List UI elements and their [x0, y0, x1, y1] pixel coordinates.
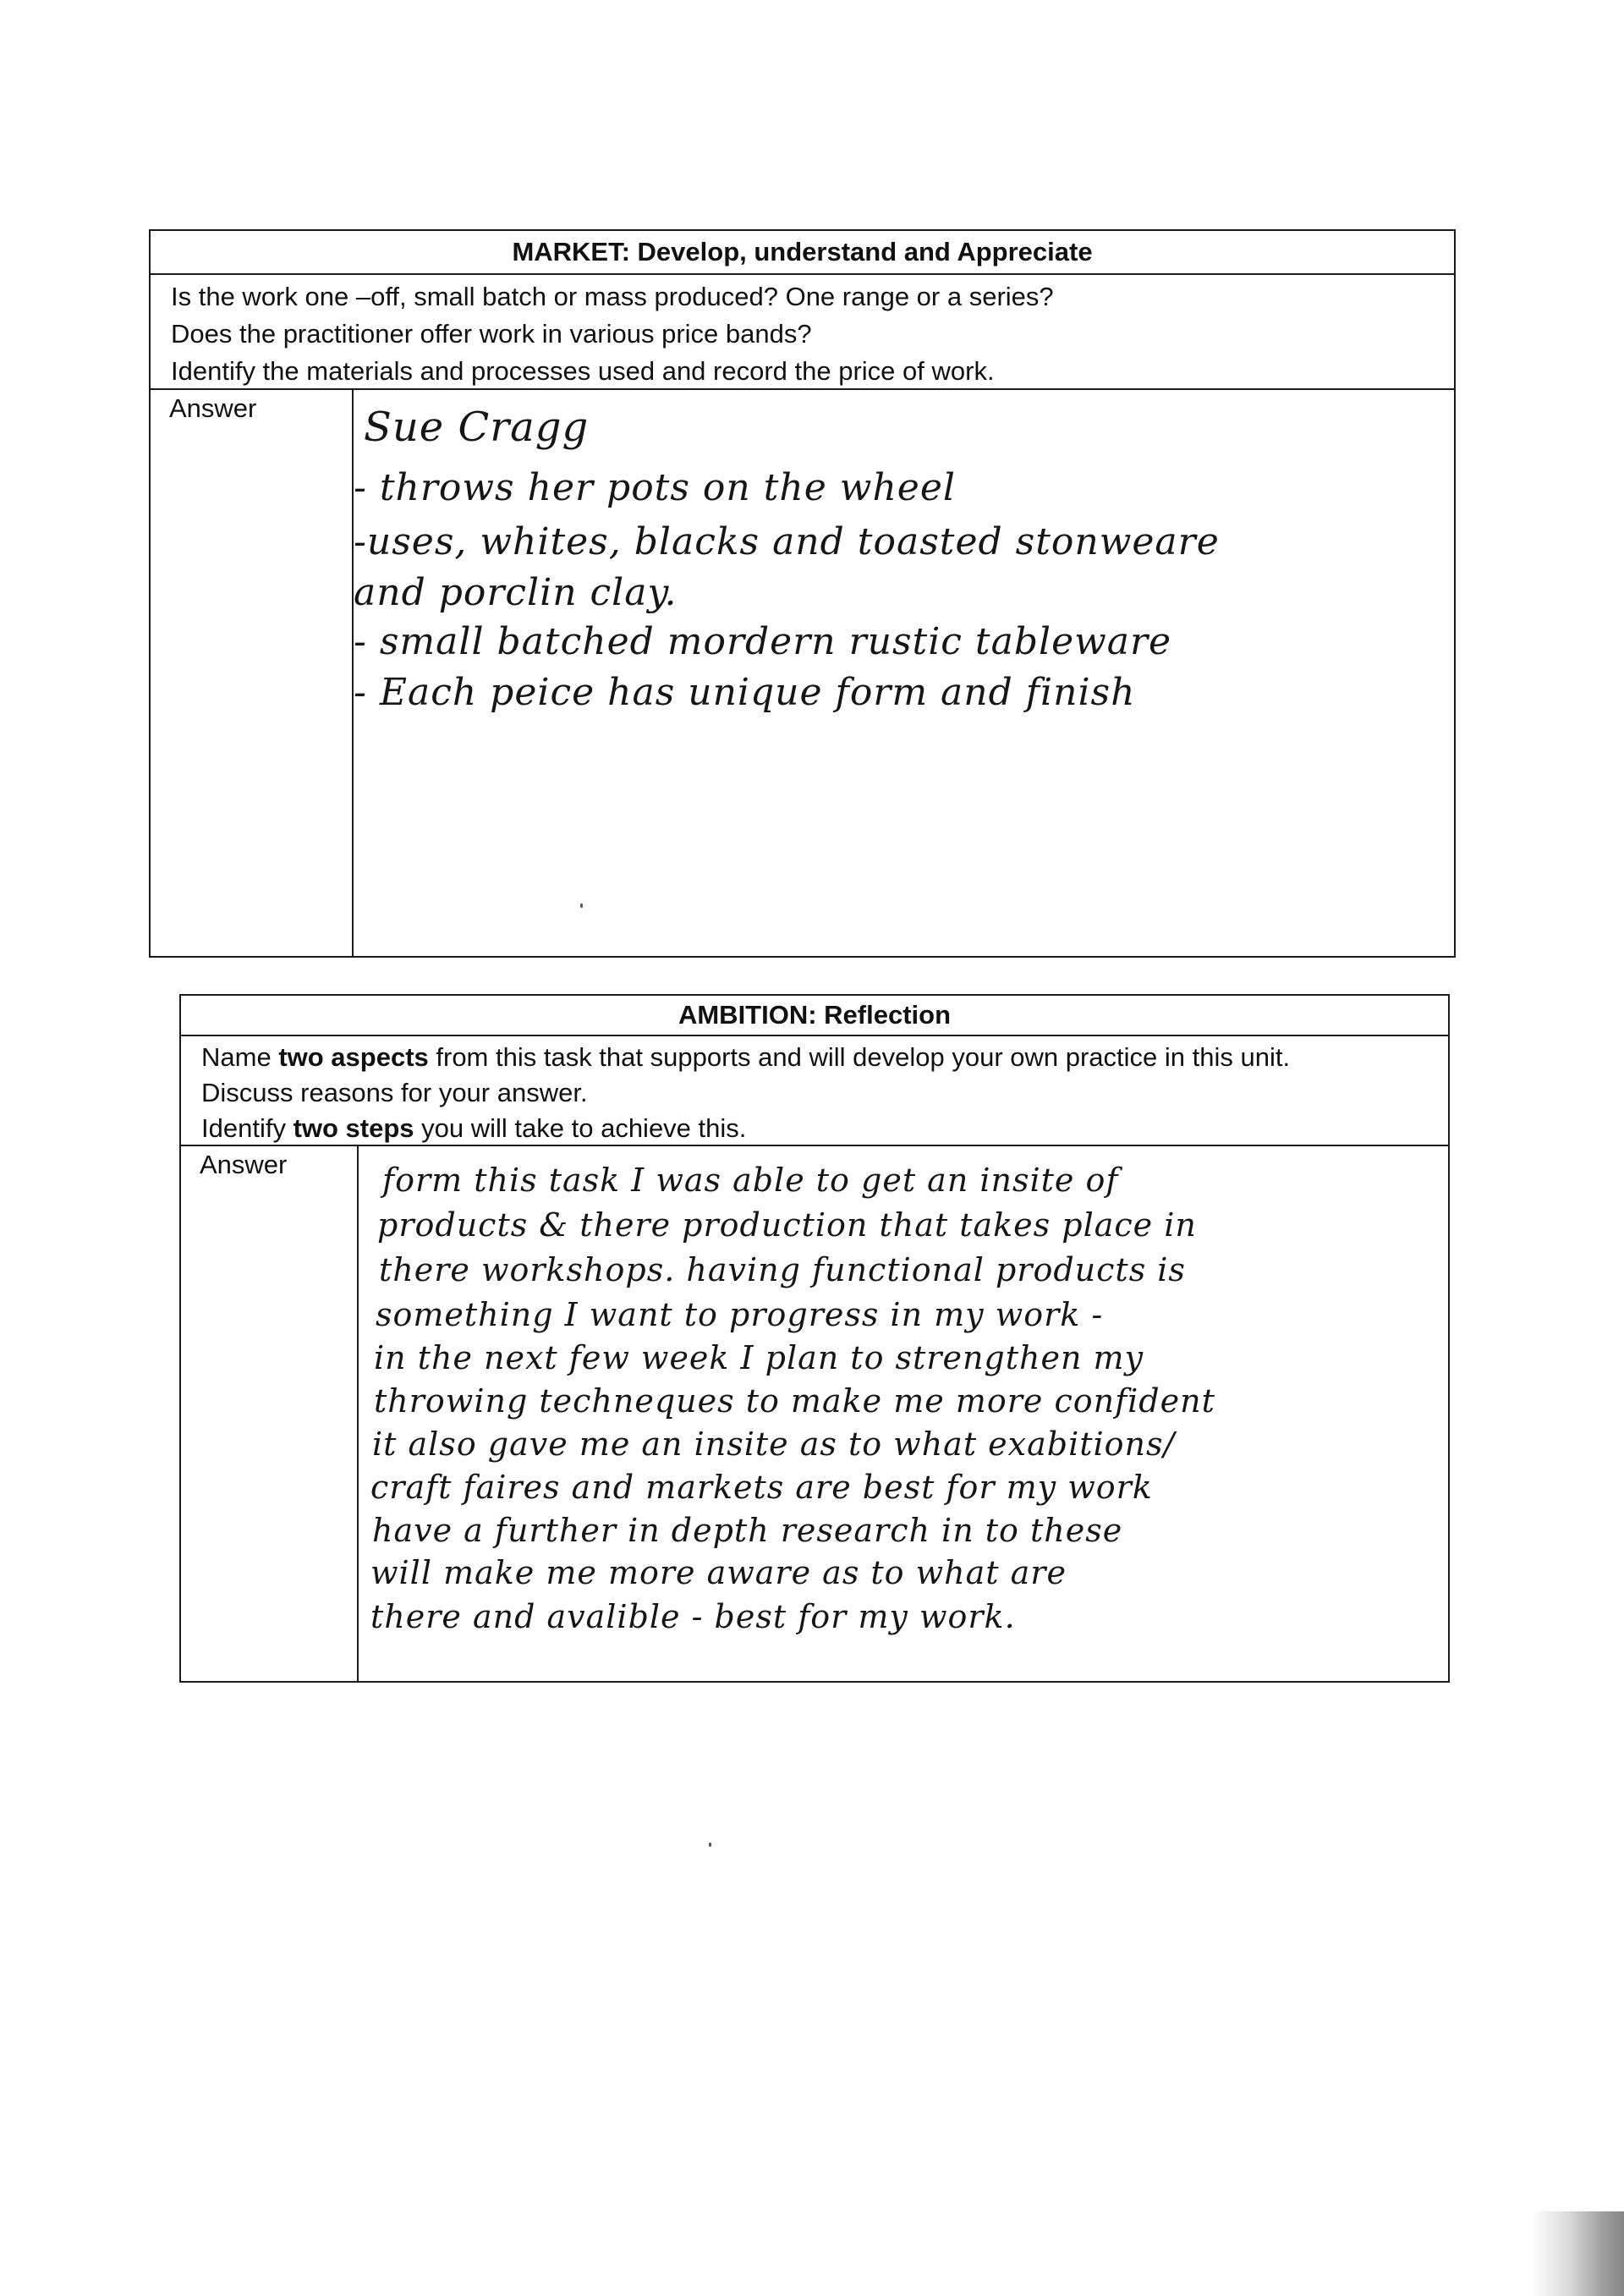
ambition-prompt-line-3-end: you will take to achieve this. [414, 1113, 747, 1143]
ambition-prompt-line-1 [201, 1040, 1431, 1075]
ambition-prompt-line-2: Discuss reasons for your answer. [201, 1078, 588, 1107]
market-prompt [151, 275, 1454, 390]
ambition-prompt-line-1-start: Name [201, 1042, 279, 1072]
ambition-prompt-two-aspects: two aspects [278, 1042, 429, 1072]
market-answer-row: Answer Sue Cragg - throws her pots on the wheel -uses, whites, blacks and toasted stonweare and porclin clay. - small batched mordern rustic tableware - Each peice has unique form and finish [151, 390, 1454, 956]
ambition-section [179, 994, 1450, 1683]
market-answer-label: Answer [151, 390, 354, 956]
ambition-prompt-line-1-end: from this task that supports and will develop your own practice in this unit. [428, 1042, 1291, 1072]
ambition-answer-row: Answer form this task I was able to get an insite of products & there production that takes place in there workshops. having functional products is something I want to progress in my work - in the next few week I plan to strengthen my throwing techneques to make me more confident it also gave me an insite as to what exabitions/ craft faires and markets are best for my work have a further in depth research in to these will make me more aware as to what are there and avalible - best for my work. [181, 1146, 1448, 1681]
market-title: MARKET: Develop, understand and Appreciate [151, 231, 1454, 275]
ambition-answer-label: Answer [181, 1146, 359, 1681]
market-prompt-line-3: Identify the materials and processes used and record the price of work. [171, 356, 995, 386]
ambition-prompt-line-3-start: Identify [201, 1113, 294, 1143]
scan-edge-shadow [1531, 2211, 1624, 2296]
market-prompt-line-2: Does the practitioner offer work in various price bands? [171, 319, 812, 349]
ambition-prompt-two-steps: two steps [293, 1113, 414, 1143]
scan-speck [709, 1843, 711, 1847]
ambition-prompt [181, 1036, 1448, 1146]
market-prompt-line-1: Is the work one –off, small batch or mass produced? One range or a series? [171, 282, 1054, 311]
ambition-title: AMBITION: Reflection [181, 996, 1448, 1036]
ambition-prompt-line-3 [201, 1111, 1431, 1146]
market-section [149, 229, 1456, 958]
scan-speck [580, 904, 583, 908]
